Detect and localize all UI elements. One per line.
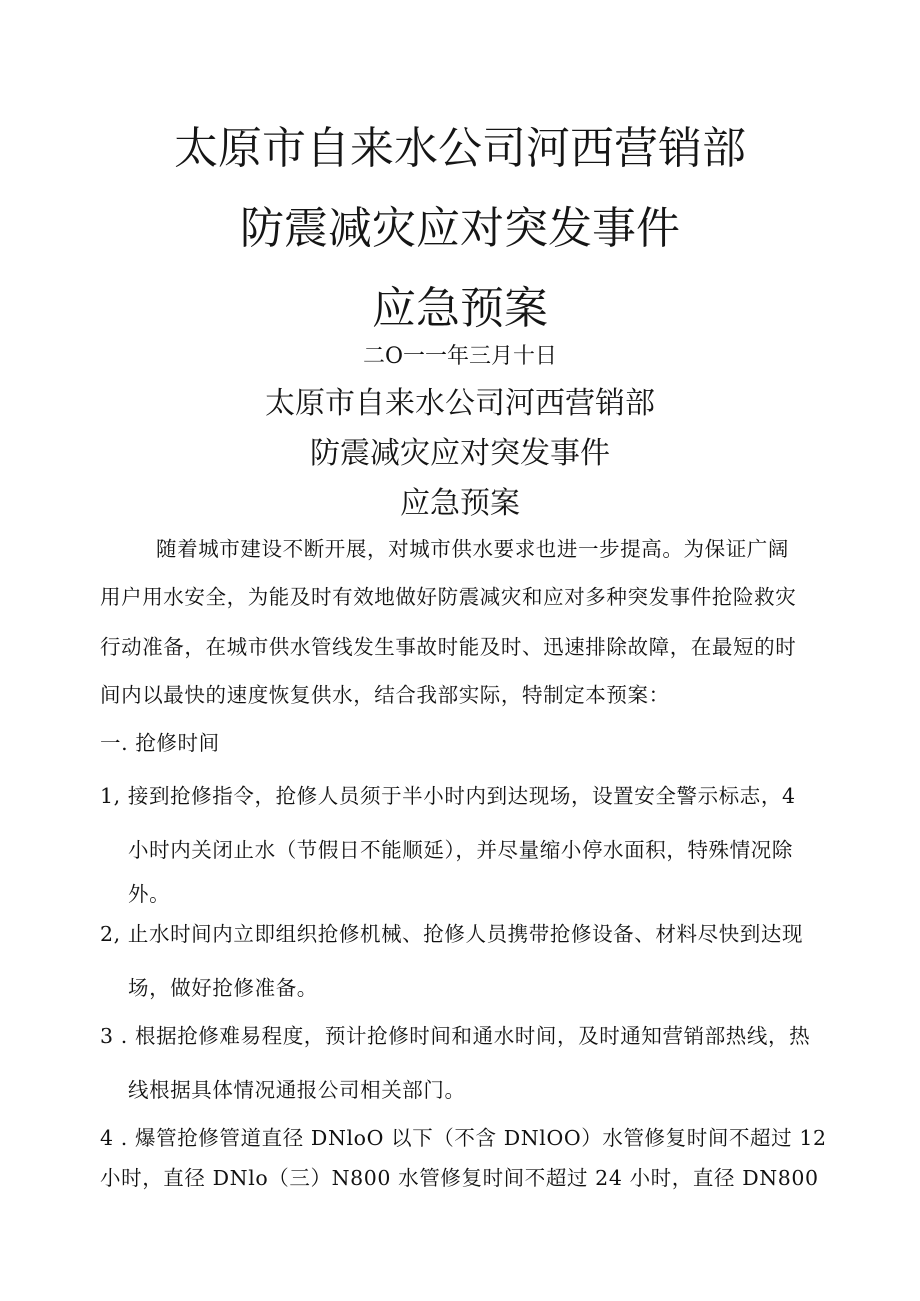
cover-title-line-3: 应急预案 bbox=[372, 283, 548, 334]
heading-line-1: 太原市自来水公司河西营销部 bbox=[265, 386, 655, 421]
list-item-4-line-1: 4 . 爆管抢修管道直径 DNloO 以下（不含 DNlOO）水管修复时间不超过 12 bbox=[100, 1126, 827, 1150]
list-item-1-line-1: 1, 接到抢修指令，抢修人员须于半小时内到达现场，设置安全警示标志，4 bbox=[100, 784, 796, 808]
list-item-3 bbox=[100, 1012, 820, 1114]
intro-line-1: 随着城市建设不断开展，对城市供水要求也进一步提高。为保证广阔 bbox=[156, 537, 789, 561]
intro-line-2: 用户用水安全，为能及时有效地做好防震减灾和应对多种突发事件抢险救灾 bbox=[100, 585, 797, 609]
list-item-4 bbox=[100, 1114, 827, 1202]
list-item-4-line-2: 小时，直径 DNlo（三）N800 水管修复时间不超过 24 小时，直径 DN800 bbox=[100, 1166, 819, 1190]
list-item-3-line-1: 3 . 根据抢修难易程度，预计抢修时间和通水时间，及时通知营销部热线，热 bbox=[100, 1024, 811, 1048]
list-item-3-line-2: 线根据具体情况通报公司相关部门。 bbox=[128, 1078, 466, 1102]
list-item-1 bbox=[100, 772, 820, 918]
heading-line-3: 应急预案 bbox=[400, 486, 520, 521]
list-item-2-line-2: 场，做好抢修准备。 bbox=[128, 976, 318, 1000]
section-title: 一. 抢修时间 bbox=[100, 731, 220, 755]
list-item-1-line-3: 外。 bbox=[128, 882, 171, 906]
cover-title-line-2: 防震减灾应对突发事件 bbox=[240, 203, 680, 254]
cover-title-line-1: 太原市自来水公司河西营销部 bbox=[174, 123, 746, 174]
list-item-2 bbox=[100, 910, 820, 1012]
intro-line-4: 间内以最快的速度恢复供水，结合我部实际，特制定本预案： bbox=[100, 683, 670, 707]
list-item-2-line-1: 2, 止水时间内立即组织抢修机械、抢修人员携带抢修设备、材料尽快到达现 bbox=[100, 922, 804, 946]
cover-date: 二O一一年三月十日 bbox=[362, 344, 558, 369]
intro-line-3: 行动准备，在城市供水管线发生事故时能及时、迅速排除故障，在最短的时 bbox=[100, 635, 797, 659]
heading-line-2: 防震减灾应对突发事件 bbox=[310, 436, 610, 471]
list-item-1-line-2: 小时内关闭止水（节假日不能顺延），并尽量缩小停水面积，特殊情况除 bbox=[128, 838, 793, 862]
